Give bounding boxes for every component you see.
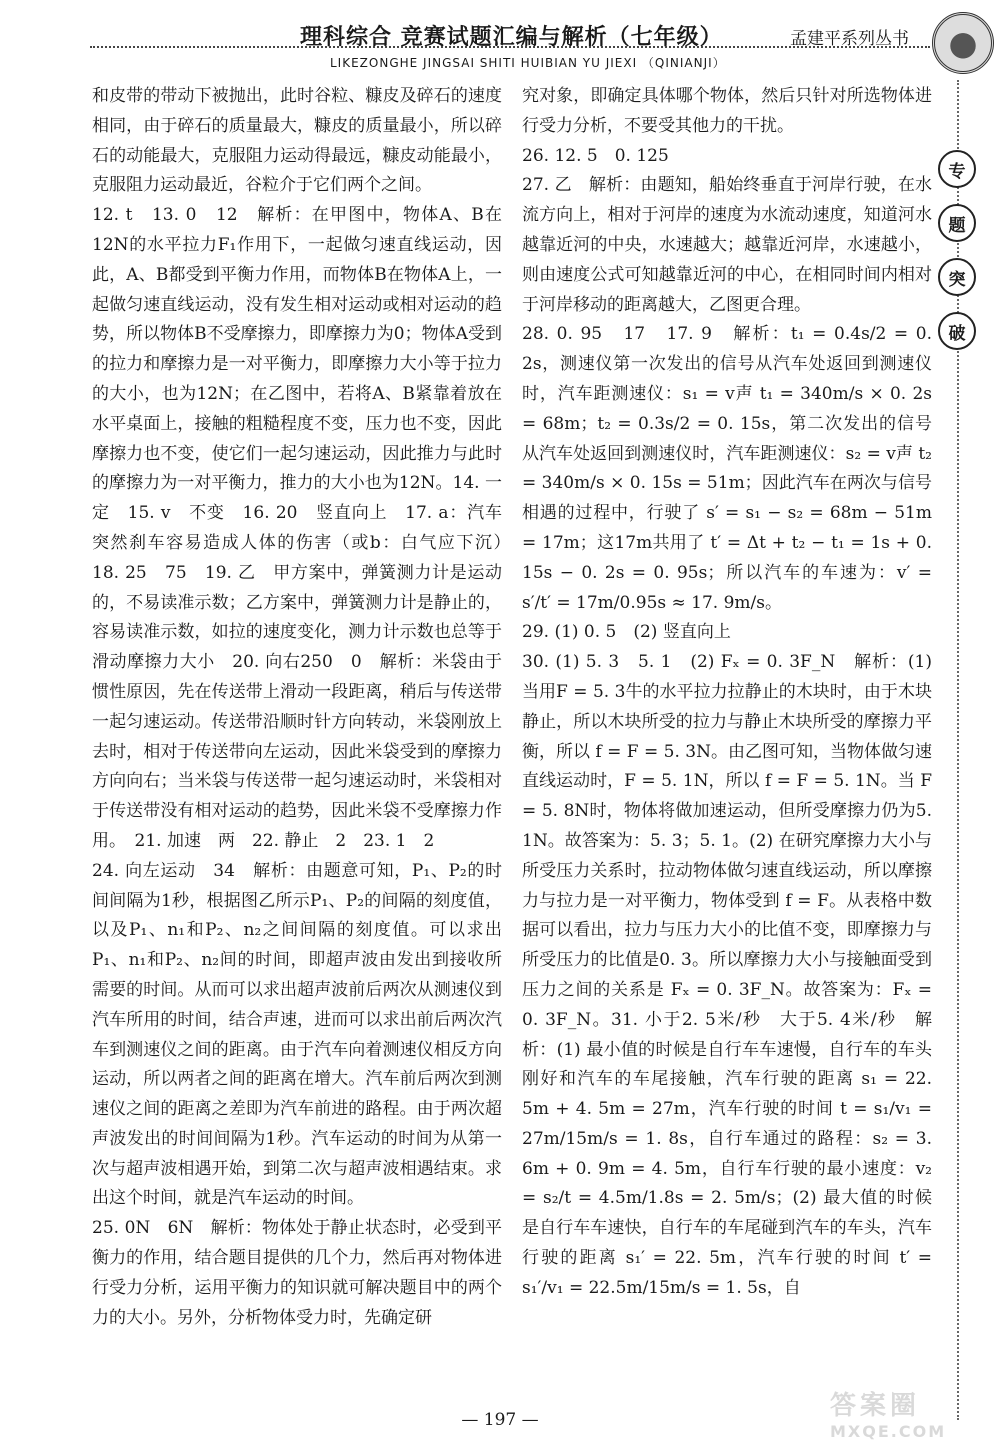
seal-logo-icon — [932, 12, 994, 74]
answer-paragraph: 24. 向左运动 34 解析：由题意可知，P₁、P₂的时间间隔为1秒，根据图乙所示P₁、P₂的间隔的刻度值，以及P₁、n₁和P₂、n₂之间间隔的刻度值。可以求出P₁、n₁和P₂、n₂间的时间，即超声波由发出到接收所需要的时间。从而可以求出超声波前后两次从测速仪到汽车所用的时间，结合声速，进而可以求出前后两次汽车到测速仪之间的距离。由于汽车向着测速仪相反方向运动，所以两者之间的距离在增大。汽车前后两次到测速仪之间的距离之差即为汽车前进的路程。由于两次超声波发出的时间间隔为1秒。汽车运动的时间为从第一次与超声波相遇开始，到第二次与超声波相遇结束。求出这个时间，就是汽车运动的时间。 — [92, 860, 502, 1209]
left-column — [92, 82, 519, 1333]
series-name: 孟建平系列丛书 — [790, 29, 909, 49]
answer-paragraph: 26. 12. 5 0. 125 — [522, 145, 669, 166]
side-tab-1: 专 — [938, 150, 976, 188]
book-title-pinyin: LIKEZONGHE JINGSAI SHITI HUIBIAN YU JIEXI （QINIANJI） — [330, 56, 726, 70]
side-tabs — [938, 150, 978, 366]
answer-paragraph: 30. (1) 5. 3 5. 1 (2) Fₓ = 0. 3F_N 解析：(1) 当用F = 5. 3牛的水平拉力拉静止的木块时，由于木块静止，所以木块所受的拉力与静止木块所受的摩擦力平衡，所以 f = F = 5. 3N。由乙图可知，当物体做匀速直线运动时，F = 5. 1N，所以 f = F = 5. 1N。当 F = 5. 8N时，物体将做加速运动，但所受摩擦力仍为5. 1N。故答案为：5. 3；5. 1。(2) 在研究摩擦力大小与所受压力关系时，拉动物体做匀速直线运动，所以摩擦力与拉力是一对平衡力，物体受到 f = F。从表格中数据可以看出，拉力与压力大小的比值不变，即摩擦力与所受压力的比值是0. 3。所以摩擦力大小与接触面受到压力之间的关系是 Fₓ = 0. 3F_N。故答案为：Fₓ = 0. 3F_N。31. 小于2. 5米/秒 大于5. 4米/秒 解析：(1) 最小值的时候是自行车车速慢，自行车的车头刚好和汽车的车尾接触，汽车行驶的距离 s₁ = 22. 5m + 4. 5m = 27m，汽车行驶的时间 t = s₁/v₁ = 27m/15m/s = 1. 8s，自行车通过的路程：s₂ = 3. 6m + 0. 9m = 4. 5m，自行车行驶的最小速度：v₂ = s₂/t = 4.5m/1.8s = 2. 5m/s；(2) 最大值的时候是自行车车速快，自行车的车尾碰到汽车的车头，汽车行驶的距离 s₁′ = 22. 5m，汽车行驶的时间 t′ = s₁′/v₁ = 22.5m/15m/s = 1. 5s，自 — [522, 652, 932, 1298]
answer-paragraph: 和皮带的带动下被抛出，此时谷粒、糠皮及碎石的速度相同，由于碎石的质量最大，糠皮的质量最小，所以碎石的动能最大，克服阻力运动得最远，糠皮动能最小，克服阻力运动最近，谷粒介于它们两个之间。 — [92, 86, 502, 196]
header-divider — [90, 46, 930, 48]
watermark-line1: 答案圈 — [830, 1391, 921, 1421]
watermark — [830, 1385, 990, 1445]
watermark-line2: MXQE.COM — [830, 1422, 947, 1441]
page-header — [0, 0, 1000, 80]
answer-paragraph: 29. (1) 0. 5 (2) 竖直向上 — [522, 622, 731, 643]
side-tab-4: 破 — [938, 312, 976, 350]
answer-paragraph: 25. 0N 6N 解析：物体处于静止状态时，必受到平衡力的作用，结合题目提供的几个力，然后再对物体进行受力分析，运用平衡力的知识就可解决题目中的两个力的大小。另外，分析物体受力时，先确定研 — [92, 1218, 502, 1328]
answer-paragraph: 28. 0. 95 17 17. 9 解析：t₁ = 0.4s/2 = 0. 2s，测速仪第一次发出的信号从汽车处返回到测速仪时，汽车距测速仪：s₁ = v声 t₁ = 340m/s × 0. 2s = 68m；t₂ = 0.3s/2 = 0. 15s，第二次发出的信号从汽车处返回到测速仪时，汽车距测速仪：s₂ = v声 t₂ = 340m/s × 0. 15s = 51m；因此汽车在两次与信号相遇的过程中，行驶了 s′ = s₁ − s₂ = 68m − 51m = 17m；这17m共用了 t′ = Δt + t₂ − t₁ = 1s + 0. 15s − 0. 2s = 0. 95s；所以汽车的车速为：v′ = s′/t′ = 17m/0.95s ≈ 17. 9m/s。 — [522, 324, 932, 613]
right-column — [522, 82, 932, 1304]
answer-paragraph: 27. 乙 解析：由题知，船始终垂直于河岸行驶，在水流方向上，相对于河岸的速度为水流动速度，知道河水越靠近河的中央，水速越大；越靠近河岸，水速越小，则由速度公式可知越靠近河的中心，在相同时间内相对于河岸移动的距离越大，乙图更合理。 — [522, 175, 932, 315]
answer-paragraph: 12. t 13. 0 12 解析：在甲图中，物体A、B在12N的水平拉力F₁作用下，一起做匀速直线运动，因此，A、B都受到平衡力作用，而物体B在物体A上，一起做匀速直线运动，没有发生相对运动或相对运动的趋势，所以物体B不受摩擦力，即摩擦力为0；物体A受到的拉力和摩擦力是一对平衡力，即摩擦力大小等于拉力的大小，也为12N；在乙图中，若将A、B紧靠着放在水平桌面上，接触的粗糙程度不变，压力也不变，因此摩擦力也不变，使它们一起匀速运动，因此推力与此时的摩擦力为一对平衡力，推力的大小也为12N。14. 一定 15. v 不变 16. 20 竖直向上 17. a：汽车突然刹车容易造成人体的伤害（或b：白气应下沉） 18. 25 75 19. 乙 甲方案中，弹簧测力计是运动的，不易读准示数；乙方案中，弹簧测力计是静止的，容易读准示数，如拉的速度变化，测力计示数也总等于滑动摩擦力大小 20. 向右250 0 解析：米袋由于惯性原因，先在传送带上滑动一段距离，稍后与传送带一起匀速运动。传送带沿顺时针方向转动，米袋刚放上去时，相对于传送带向左运动，因此米袋受到的摩擦力方向向右；当米袋与传送带一起匀速运动时，米袋相对于传送带没有相对运动的趋势，因此米袋不受摩擦力作用。 21. 加速 两 22. 静止 2 23. 1 2 — [92, 205, 519, 851]
answer-paragraph: 究对象，即确定具体哪个物体，然后只针对所选物体进行受力分析，不要受其他力的干扰。 — [522, 86, 932, 136]
book-title: 理科综合 竞赛试题汇编与解析（七年级） — [300, 24, 723, 50]
side-tab-2: 题 — [938, 204, 976, 242]
page-number: — 197 — — [461, 1410, 539, 1430]
side-tab-3: 突 — [938, 258, 976, 296]
